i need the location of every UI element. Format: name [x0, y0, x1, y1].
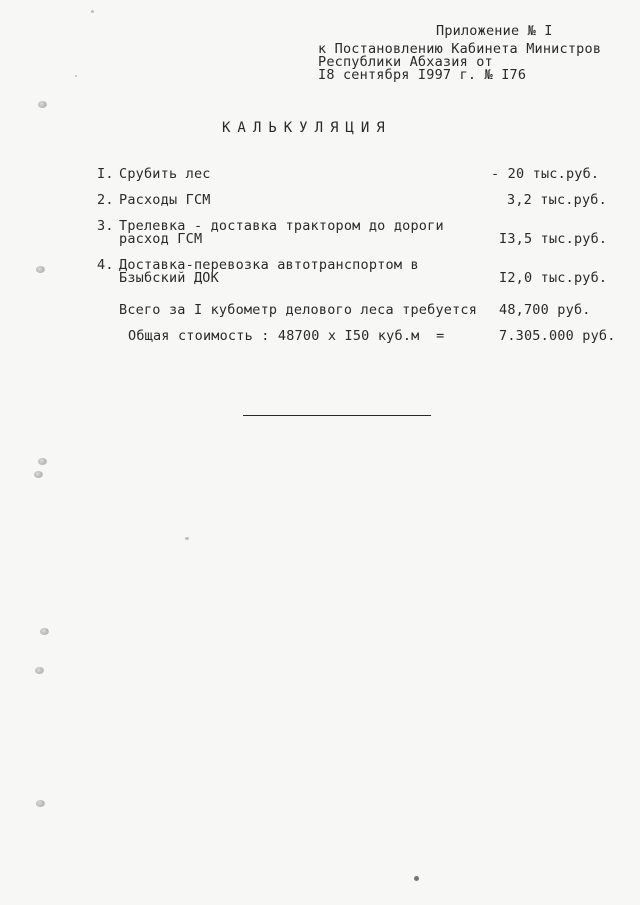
- binder-hole-mark: [34, 471, 43, 478]
- binder-hole-mark: [38, 458, 47, 465]
- item-value: 3,2 тыс.руб.: [507, 192, 607, 208]
- item-text: Доставка-перевозка автотранспортом в: [119, 257, 419, 273]
- item-number: I.: [97, 166, 114, 182]
- item-text-continued: Бзыбский ДОК: [119, 270, 219, 286]
- total-label: Всего за I кубометр делового леса требуется: [119, 302, 478, 318]
- item-value: - 20 тыс.руб.: [491, 166, 600, 182]
- paper-speck: [185, 537, 189, 540]
- item-text: Расходы ГСМ: [119, 192, 211, 208]
- item-number: 4.: [97, 257, 114, 273]
- binder-hole-mark: [36, 266, 45, 273]
- item-value: I3,5 тыс.руб.: [499, 231, 608, 247]
- item-number: 3.: [97, 218, 114, 234]
- item-text-continued: расход ГСМ: [119, 231, 203, 247]
- total-value: 48,700 руб.: [499, 302, 591, 318]
- item-number: 2.: [97, 192, 114, 208]
- binder-hole-mark: [40, 628, 49, 635]
- binder-hole-mark: [38, 101, 47, 108]
- closing-divider: [243, 415, 431, 416]
- document-title: КАЛЬКУЛЯЦИЯ: [222, 120, 392, 136]
- binder-hole-mark: [35, 667, 44, 674]
- header-line-2: Республики Абхазия от: [318, 54, 493, 70]
- header-line-3: I8 сентября I997 г. № I76: [318, 67, 527, 83]
- appendix-label: Приложение № I: [436, 23, 553, 39]
- item-value: I2,0 тыс.руб.: [499, 270, 608, 286]
- overall-cost-value: 7.305.000 руб.: [499, 328, 616, 344]
- paper-speck: [91, 10, 94, 13]
- overall-cost-label: Общая стоимость : 48700 х I50 куб.м =: [128, 328, 445, 344]
- paper-speck: [414, 876, 419, 881]
- binder-hole-mark: [36, 800, 45, 807]
- header-line-1: к Постановлению Кабинета Министров: [318, 41, 602, 57]
- paper-speck: [75, 75, 77, 77]
- item-text: Срубить лес: [119, 166, 211, 182]
- item-text: Трелевка - доставка трактором до дороги: [119, 218, 444, 234]
